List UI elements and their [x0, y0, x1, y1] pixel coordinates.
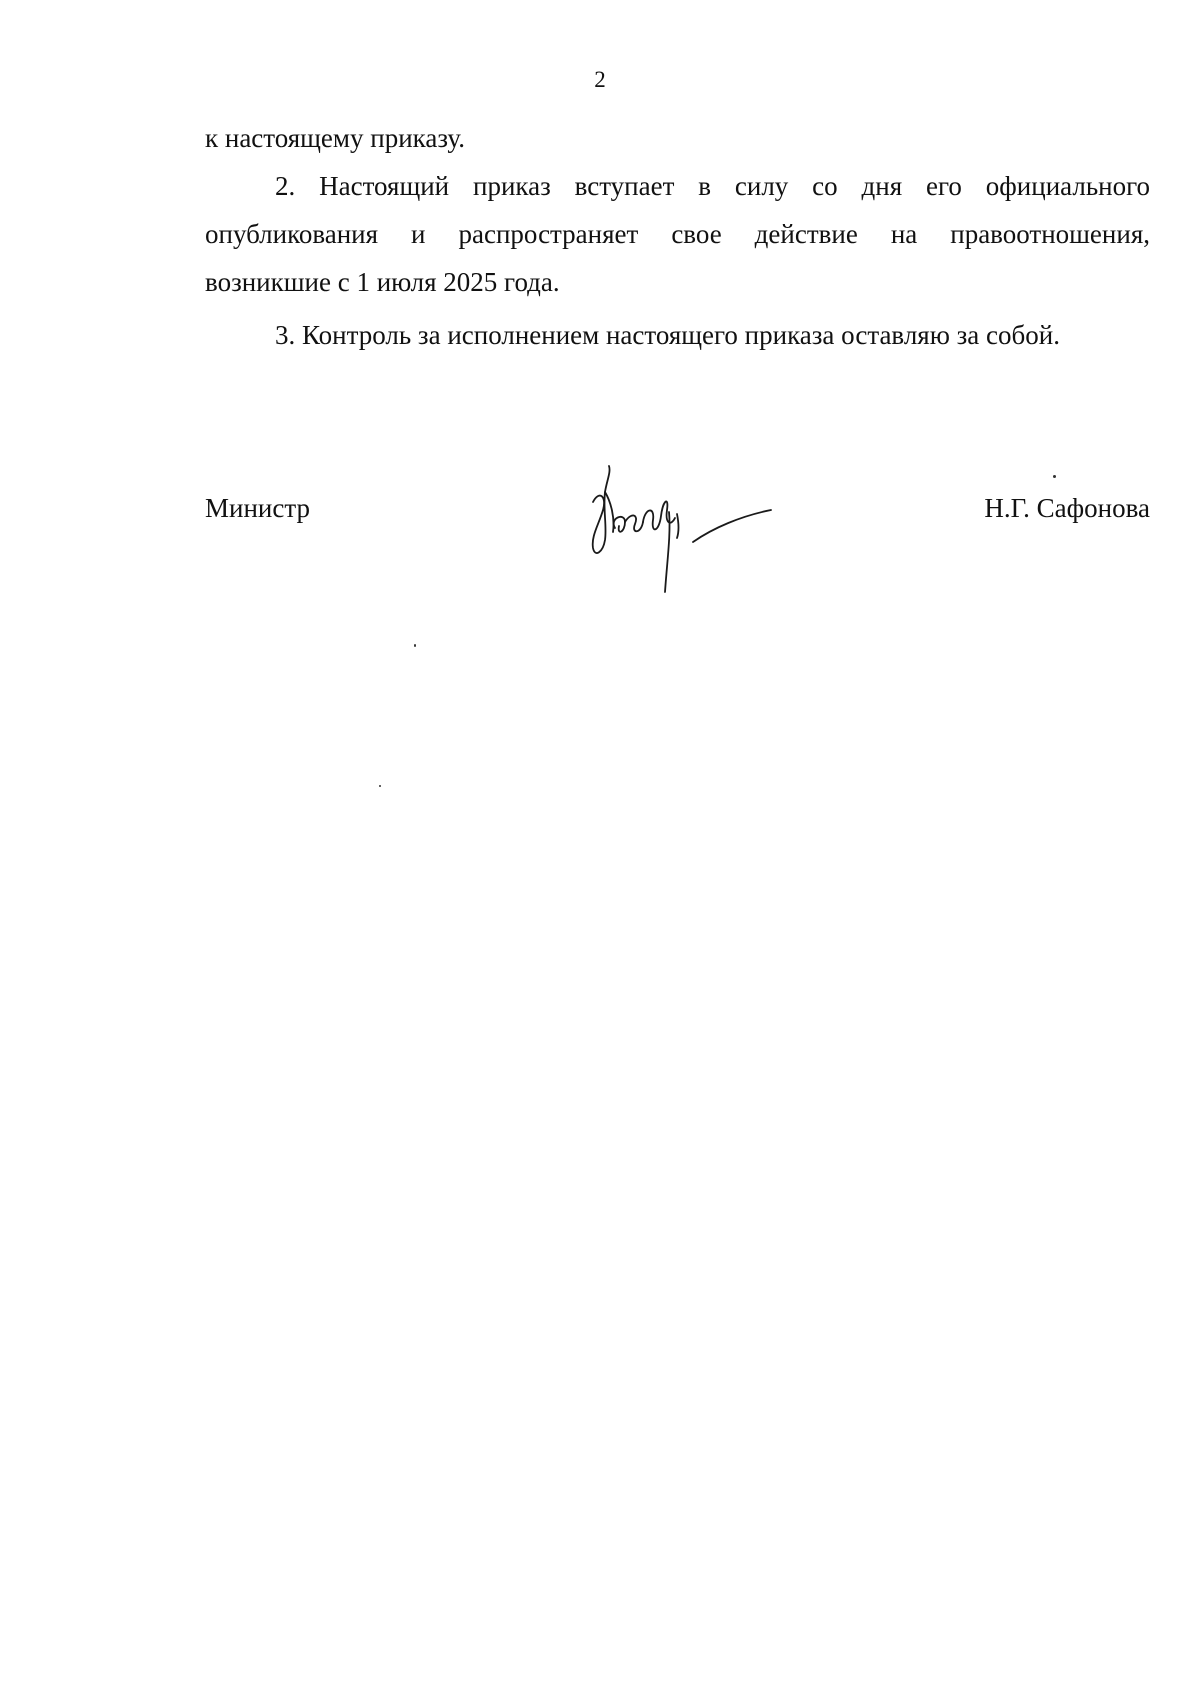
scan-speck	[1053, 475, 1056, 478]
paragraph-item-2	[205, 162, 1150, 306]
paragraph-line: 3. Контроль за исполнением настоящего приказа оставляю за собой.	[275, 320, 1060, 350]
scan-speck	[379, 785, 381, 787]
paragraph-line: опубликования и распространяет свое действие на правоотношения,	[205, 219, 1150, 249]
scan-speck	[414, 644, 416, 647]
paragraph-continuation	[205, 114, 1150, 162]
signer-position: Министр	[205, 493, 310, 523]
paragraph-item-3	[205, 311, 1150, 359]
signer-name: Н.Г. Сафонова	[984, 493, 1150, 523]
paragraph-line: к настоящему приказу.	[205, 123, 465, 153]
handwritten-signature-icon	[585, 462, 775, 597]
paragraph-line: возникшие с 1 июля 2025 года.	[205, 267, 560, 297]
paragraph-line: 2. Настоящий приказ вступает в силу со дня его официального	[275, 171, 1150, 201]
page-number: 2	[594, 67, 606, 92]
